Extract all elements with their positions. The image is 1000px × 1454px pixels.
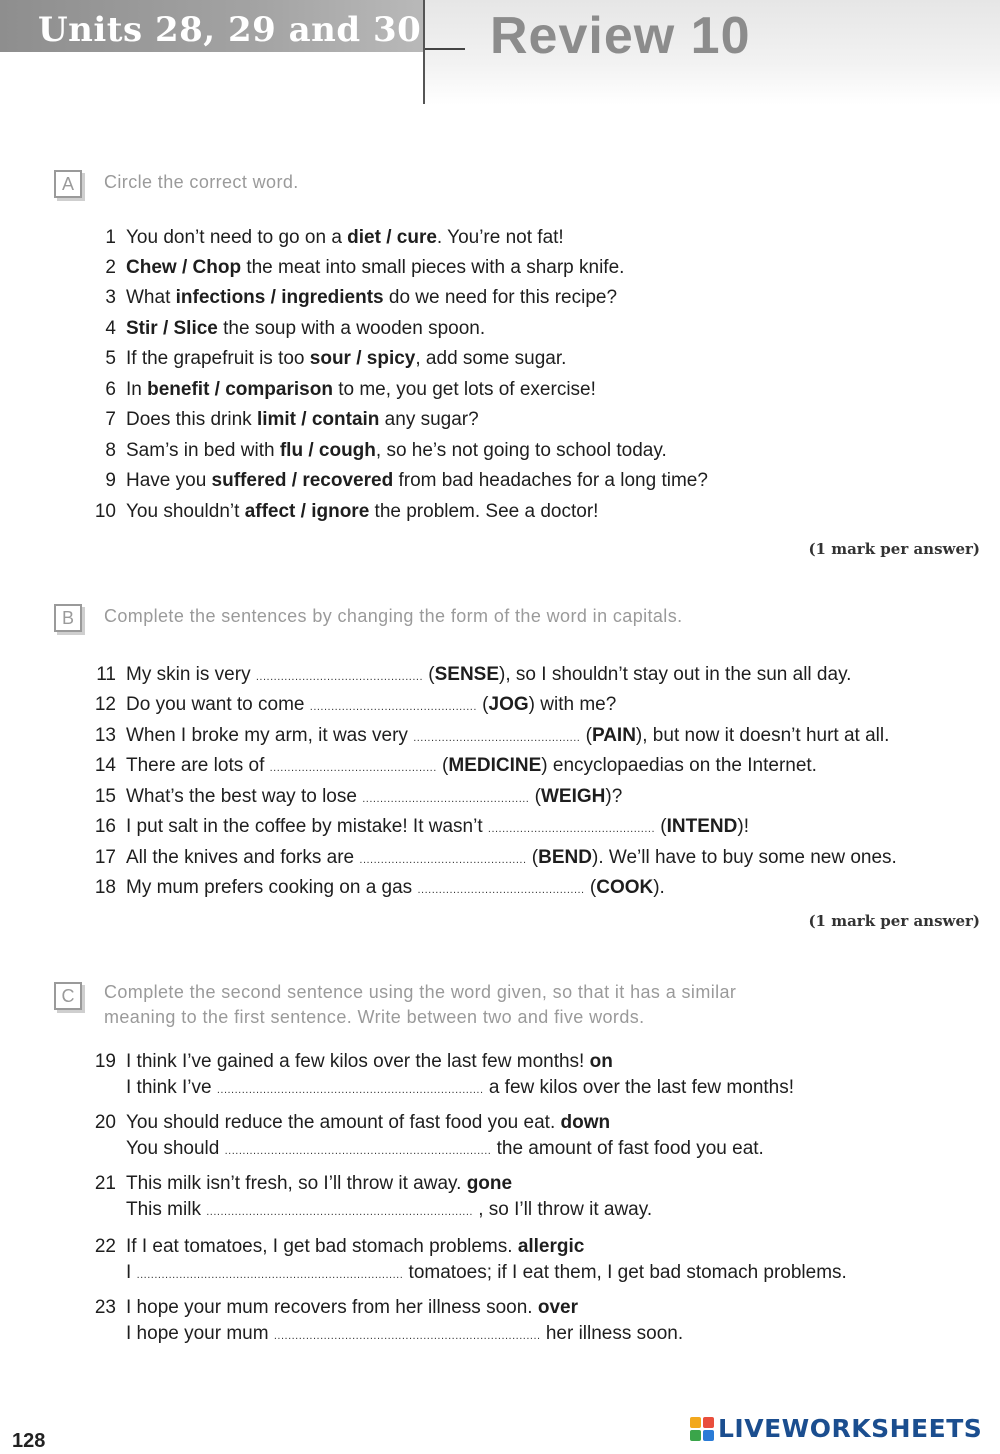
answer-blank[interactable]: ...............................................: [362, 793, 530, 805]
page-number: 128: [12, 1430, 46, 1452]
liveworksheets-icon: [690, 1417, 714, 1441]
keyword: allergic: [517, 1236, 585, 1257]
section-c-box: C: [54, 982, 82, 1010]
word-choice[interactable]: flu / cough: [279, 440, 376, 461]
question-9: 9 Have you suffered / recovered from bad headaches for a long time?: [105, 470, 708, 491]
word-choice[interactable]: benefit / comparison: [147, 379, 333, 400]
question-15: 15 What’s the best way to lose ............................................... (WEIGH)?: [94, 786, 623, 807]
question-21: 21 This milk isn’t fresh, so I’ll throw it away. gone: [94, 1173, 513, 1194]
question-18: 18 My mum prefers cooking on a gas ............................................... (COOK).: [94, 877, 665, 898]
question-20: 20 You should reduce the amount of fast food you eat. down: [94, 1112, 611, 1133]
question-10: 10 You shouldn’t affect / ignore the problem. See a doctor!: [94, 501, 599, 522]
units-title: Units 28, 29 and 30: [38, 10, 422, 50]
answer-blank[interactable]: ...............................................: [487, 823, 656, 835]
section-b-box: B: [54, 604, 82, 632]
question-22: 22 If I eat tomatoes, I get bad stomach problems. allergic: [94, 1236, 585, 1257]
question-11: 11 My skin is very ............................................... (SENSE), so I shouldn’t stay out in the sun all day.: [96, 664, 852, 685]
question-3: 3 What infections / ingredients do we need for this recipe?: [105, 287, 618, 308]
section-c-instruction-2: meaning to the first sentence. Write between two and five words.: [104, 1007, 645, 1027]
word-choice[interactable]: suffered / recovered: [211, 470, 394, 491]
answer-blank[interactable]: ...............................................: [413, 732, 581, 744]
question-12: 12 Do you want to come ............................................... (JOG) with me?: [94, 694, 617, 715]
word-choice[interactable]: Stir / Slice: [126, 318, 218, 339]
header-rule: [425, 48, 465, 50]
word-choice[interactable]: Chew / Chop: [126, 257, 242, 278]
question-20-answer-line: You should ........................................................................... the amount of fast food you eat.: [126, 1138, 764, 1159]
question-17: 17 All the knives and forks are ............................................... (BEND). We’ll have to buy some new ones.: [94, 847, 897, 868]
logo-text: LIVEWORKSHEETS: [718, 1414, 983, 1443]
word-choice[interactable]: diet / cure: [347, 227, 437, 248]
header-divider: [423, 0, 425, 104]
word-choice[interactable]: limit / contain: [256, 409, 380, 430]
answer-blank[interactable]: ...........................................................................: [224, 1145, 492, 1157]
word-choice[interactable]: affect / ignore: [244, 501, 370, 522]
question-13: 13 When I broke my arm, it was very ............................................... (PAIN), but now it doesn’t hurt at all.: [94, 725, 890, 746]
section-a-instruction: Circle the correct word.: [104, 172, 299, 192]
answer-blank[interactable]: ...........................................................................: [206, 1206, 473, 1218]
question-22-answer-line: I ........................................................................... tomatoes; if I eat them, I get bad stomach problems.: [126, 1262, 847, 1283]
question-6: 6 In benefit / comparison to me, you get lots of exercise!: [105, 379, 596, 400]
keyword: down: [560, 1112, 611, 1133]
answer-blank[interactable]: ...........................................................................: [273, 1330, 541, 1342]
word-choice[interactable]: sour / spicy: [309, 348, 416, 369]
review-title: Review 10: [490, 7, 751, 65]
question-8: 8 Sam’s in bed with flu / cough, so he’s not going to school today.: [105, 440, 667, 461]
question-2: 2 Chew / Chop the meat into small pieces with a sharp knife.: [105, 257, 625, 278]
section-a-box: A: [54, 170, 82, 198]
keyword: on: [589, 1051, 613, 1072]
question-21-answer-line: This milk ........................................................................... , so I’ll throw it away.: [126, 1199, 653, 1220]
answer-blank[interactable]: ...............................................: [255, 671, 423, 683]
section-c-instruction-1: Complete the second sentence using the word given, so that it has a similar: [104, 982, 737, 1002]
question-23-answer-line: I hope your mum ........................................................................... her illness soon.: [126, 1323, 684, 1344]
answer-blank[interactable]: ...............................................: [417, 884, 585, 896]
question-14: 14 There are lots of ............................................... (MEDICINE) encyclopaedias on the Internet.: [94, 755, 817, 776]
answer-blank[interactable]: ...........................................................................: [136, 1269, 404, 1281]
keyword: gone: [466, 1173, 513, 1194]
question-5: 5 If the grapefruit is too sour / spicy, add some sugar.: [105, 348, 567, 369]
question-7: 7 Does this drink limit / contain any sugar?: [105, 409, 479, 430]
question-19-answer-line: I think I’ve ........................................................................... a few kilos over the last few months!: [126, 1077, 795, 1098]
question-4: 4 Stir / Slice the soup with a wooden spoon.: [105, 318, 486, 339]
keyword: over: [537, 1297, 578, 1318]
question-19: 19 I think I’ve gained a few kilos over the last few months! on: [94, 1051, 613, 1072]
answer-blank[interactable]: ...............................................: [309, 701, 477, 713]
word-choice[interactable]: infections / ingredients: [175, 287, 384, 308]
section-b-marks: (1 mark per answer): [808, 912, 980, 930]
answer-blank[interactable]: ...............................................: [269, 762, 437, 774]
question-1: 1 You don’t need to go on a diet / cure. You’re not fat!: [105, 227, 564, 248]
answer-blank[interactable]: ...............................................: [359, 854, 527, 866]
section-a-marks: (1 mark per answer): [808, 540, 980, 558]
liveworksheets-logo[interactable]: [690, 1414, 982, 1443]
section-b-instruction: Complete the sentences by changing the form of the word in capitals.: [104, 606, 683, 626]
question-23: 23 I hope your mum recovers from her illness soon. over: [94, 1297, 578, 1318]
question-16: 16 I put salt in the coffee by mistake! It wasn’t ............................................... (INTEND)!: [94, 816, 749, 837]
answer-blank[interactable]: ...........................................................................: [216, 1084, 484, 1096]
